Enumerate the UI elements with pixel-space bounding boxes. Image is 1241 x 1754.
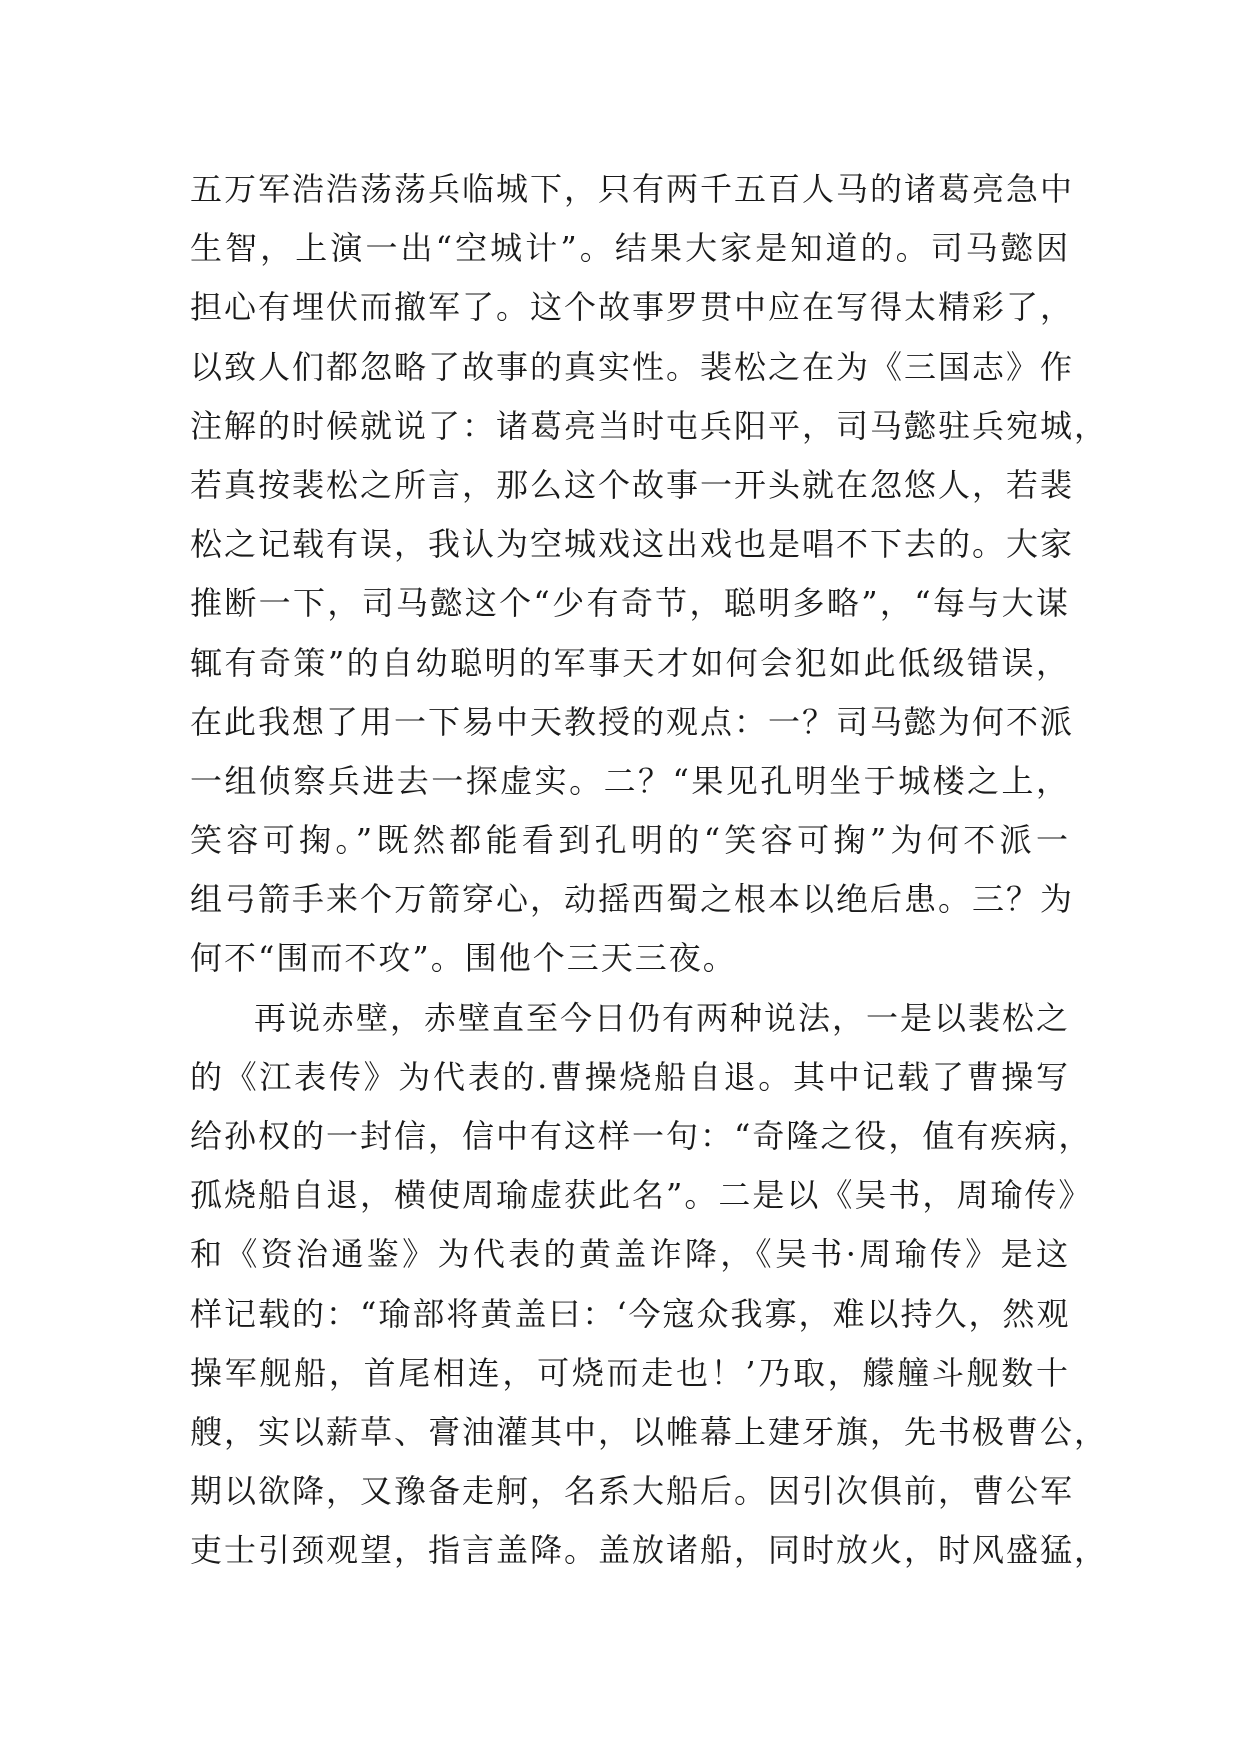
paragraph-1 <box>190 160 1109 989</box>
text-line: 一组侦察兵进去一探虚实。二？“果见孔明坐于城楼之上， <box>190 761 1070 800</box>
text-line: 吏士引颈观望，指言盖降。盖放诸船，同时放火，时风盛猛， <box>190 1531 1109 1570</box>
text-line: 辄有奇策”的自幼聪明的军事天才如何会犯如此低级错误， <box>190 643 1070 682</box>
text-line: 生智，上演一出“空城计”。结果大家是知道的。司马懿因 <box>190 229 1070 268</box>
text-line: 再说赤壁，赤壁直至今日仍有两种说法，一是以裴松之 <box>254 998 1071 1037</box>
text-line: 操军舰船，首尾相连，可烧而走也！’乃取，艨艟斗舰数十 <box>190 1353 1070 1392</box>
document-body <box>190 160 1109 1581</box>
text-line: 笑容可掬。”既然都能看到孔明的“笑容可掬”为何不派一 <box>190 821 1070 860</box>
paragraph-2 <box>190 989 1109 1581</box>
text-line: 给孙权的一封信，信中有这样一句：“奇隆之役，值有疾病， <box>190 1117 1093 1155</box>
text-line: 注解的时候就说了：诸葛亮当时屯兵阳平，司马懿驻兵宛城， <box>190 406 1109 445</box>
text-line: 松之记载有误，我认为空城戏这出戏也是唱不下去的。大家 <box>190 525 1075 564</box>
text-line: 期以欲降，又豫备走舸，名系大船后。因引次俱前，曹公军 <box>190 1472 1075 1511</box>
text-line: 和《资治通鉴》为代表的黄盖诈降，《吴书·周瑜传》是这 <box>190 1235 1070 1274</box>
text-line: 若真按裴松之所言，那么这个故事一开头就在忽悠人，若裴 <box>190 465 1075 504</box>
text-line: 五万军浩浩荡荡兵临城下，只有两千五百人马的诸葛亮急中 <box>190 170 1075 208</box>
text-line: 担心有埋伏而撤军了。这个故事罗贯中应在写得太精彩了， <box>190 288 1075 327</box>
text-line: 推断一下，司马懿这个“少有奇节，聪明多略”，“每与大谋 <box>190 584 1070 623</box>
text-line: 在此我想了用一下易中天教授的观点：一？司马懿为何不派 <box>190 702 1075 741</box>
text-line: 以致人们都忽略了故事的真实性。裴松之在为《三国志》作 <box>190 347 1075 386</box>
text-line: 艘，实以薪草、膏油灌其中，以帷幕上建牙旗，先书极曹公， <box>190 1412 1109 1451</box>
text-line: 的《江表传》为代表的.曹操烧船自退。其中记载了曹操写 <box>190 1057 1070 1096</box>
text-line: 样记载的：“瑜部将黄盖曰：‘今寇众我寡，难以持久，然观 <box>190 1294 1071 1333</box>
text-line: 何不“围而不攻”。围他个三天三夜。 <box>190 939 737 978</box>
text-line: 孤烧船自退，横使周瑜虚获此名”。二是以《吴书，周瑜传》 <box>190 1176 1093 1215</box>
text-line: 组弓箭手来个万箭穿心，动摇西蜀之根本以绝后患。三？为 <box>190 880 1075 919</box>
